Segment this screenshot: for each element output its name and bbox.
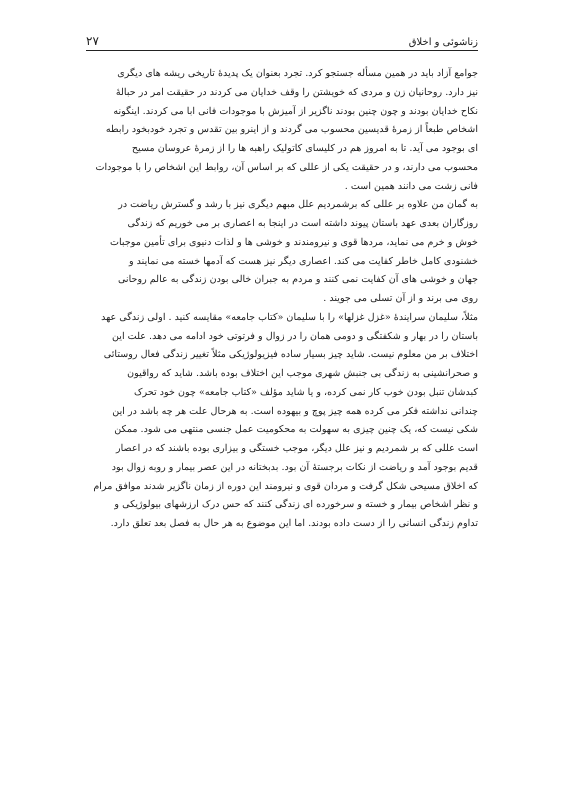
text-line: و صحرانشینی به زندگی بی جنبش شهری موجب این اختلاف بوده باشد. شاید که رواقیون xyxy=(127,368,478,379)
text-line: روزگاران بعدی عهد باستان پیوند داشته است در اینجا به اعصاری بر می خوریم که زندگی xyxy=(127,218,478,229)
text-line: شکی نیست که، یک چنین چیزی به سهولت به محکومیت عمل جنسی منتهی می شود. ممکن xyxy=(114,424,478,436)
text-line: که اخلاق مسیحی شکل گرفت و مردان قوی و نیرومند این دوره از زمان ناگزیر شدند موافق مرام xyxy=(93,480,478,492)
paragraph-2 xyxy=(86,196,478,309)
header-divider xyxy=(86,50,478,51)
text-line: اشخاص طبعاً از زمرهٔ قدیسین محسوب می گردند و از اینرو بین تقدس و تجرد خودبخود رابطه xyxy=(105,124,478,136)
body-text xyxy=(86,65,478,534)
paragraph-3 xyxy=(86,309,478,534)
text-line: محسوب می دارند، و در حقیقت یکی از عللی که بر اساس آن، روابط این اشخاص را با موجودات xyxy=(95,161,478,173)
text-line: مثلاً، سلیمان سرایندهٔ «غزل غزلها» را با سلیمان «کتاب جامعه» مقایسه کنید . اولی زندگی عهد xyxy=(101,311,478,323)
text-line: باستان را در بهار و شکفتگی و دومی همان را در زوال و فرتوتی خود ادامه می دهد. علت این xyxy=(111,330,478,342)
text-line: جهان و خوشی های آن کفایت نمی کنند و مردم به جبران خالی بودن زندگی به عالم روحانی xyxy=(117,274,478,286)
page-number: ۲۷ xyxy=(86,34,99,48)
text-line: جوامع آزاد باید در همین مسأله جستجو کرد. تجرد بعنوان یک پدیدهٔ تاریخی ریشه های دیگری xyxy=(117,68,478,79)
text-line: است عللی که بر شمردیم و نیز علل دیگر، موجب خستگی و بیزاری بوده باشند که در اعصار xyxy=(115,443,478,454)
text-line: و نظر اشخاص بیمار و خسته و سرخورده ای زندگی کنند که حس درک ارزشهای بیولوژیکی و xyxy=(114,499,478,511)
page-header xyxy=(86,30,478,48)
text-line: چندانی نداشته فکر می کرده همه چیز پوچ و بیهوده است. به هرحال علت هر چه باشد در این xyxy=(112,405,478,417)
text-line: ای بوجود می آید. تا به امروز هم در کلیسای کاتولیک راهبه ها را از زمرهٔ عروسان مسیح xyxy=(131,143,478,154)
text-line: خشنودی کامل خاطر کفایت می کند. اعصاری دیگر نیز هست که آدمها خسته می نمایند و xyxy=(128,255,478,267)
text-line: تداوم زندگی انسانی را از دست داده بودند. اما این موضوع به هر حال به فصل بعد تعلق دارد. xyxy=(110,518,478,529)
text-line: نیز دارد. روحانیان زن و مردی که خویشتن را وقف خدایان می کردند در حقیقت امر در حبالهٔ xyxy=(115,86,478,98)
text-line: روی می برند و از آن تسلی می جویند . xyxy=(323,293,478,304)
text-line: اختلاف بر من معلوم نیست. شاید چیز بسیار ساده فیزیولوژیکی مثلاً تغییر زندگی فعال روستائی xyxy=(103,349,478,361)
paragraph-1 xyxy=(86,65,478,196)
text-line: نکاح خدایان بودند و چون چنین بودند ناگزیر از آمیزش با موجودات فانی ابا می کردند. اینگونه xyxy=(113,105,478,117)
text-line: قدیم بوجود آمد و ریاضت از نکات برجستهٔ آن بود. بدبختانه در این عصر بیمار و روبه زوال بود xyxy=(111,461,478,473)
text-line: کبدشان تنبل بودن خوب کار نمی کرده، و یا شاید مؤلف «کتاب جامعه» چون خود تحرک xyxy=(133,386,478,398)
running-title: زناشوئی و اخلاق xyxy=(408,37,478,48)
text-line: خوش و خرم می نماید، مردها قوی و نیرومندند و خوشی ها و لذات دنیوی برای تأمین موجبات xyxy=(109,236,478,248)
text-line: به گمان من علاوه بر عللی که برشمردیم علل مبهم دیگری نیز با رشد و گسترش ریاضت در xyxy=(118,199,478,211)
text-line: فانی زشت می دانند همین است . xyxy=(344,180,478,192)
